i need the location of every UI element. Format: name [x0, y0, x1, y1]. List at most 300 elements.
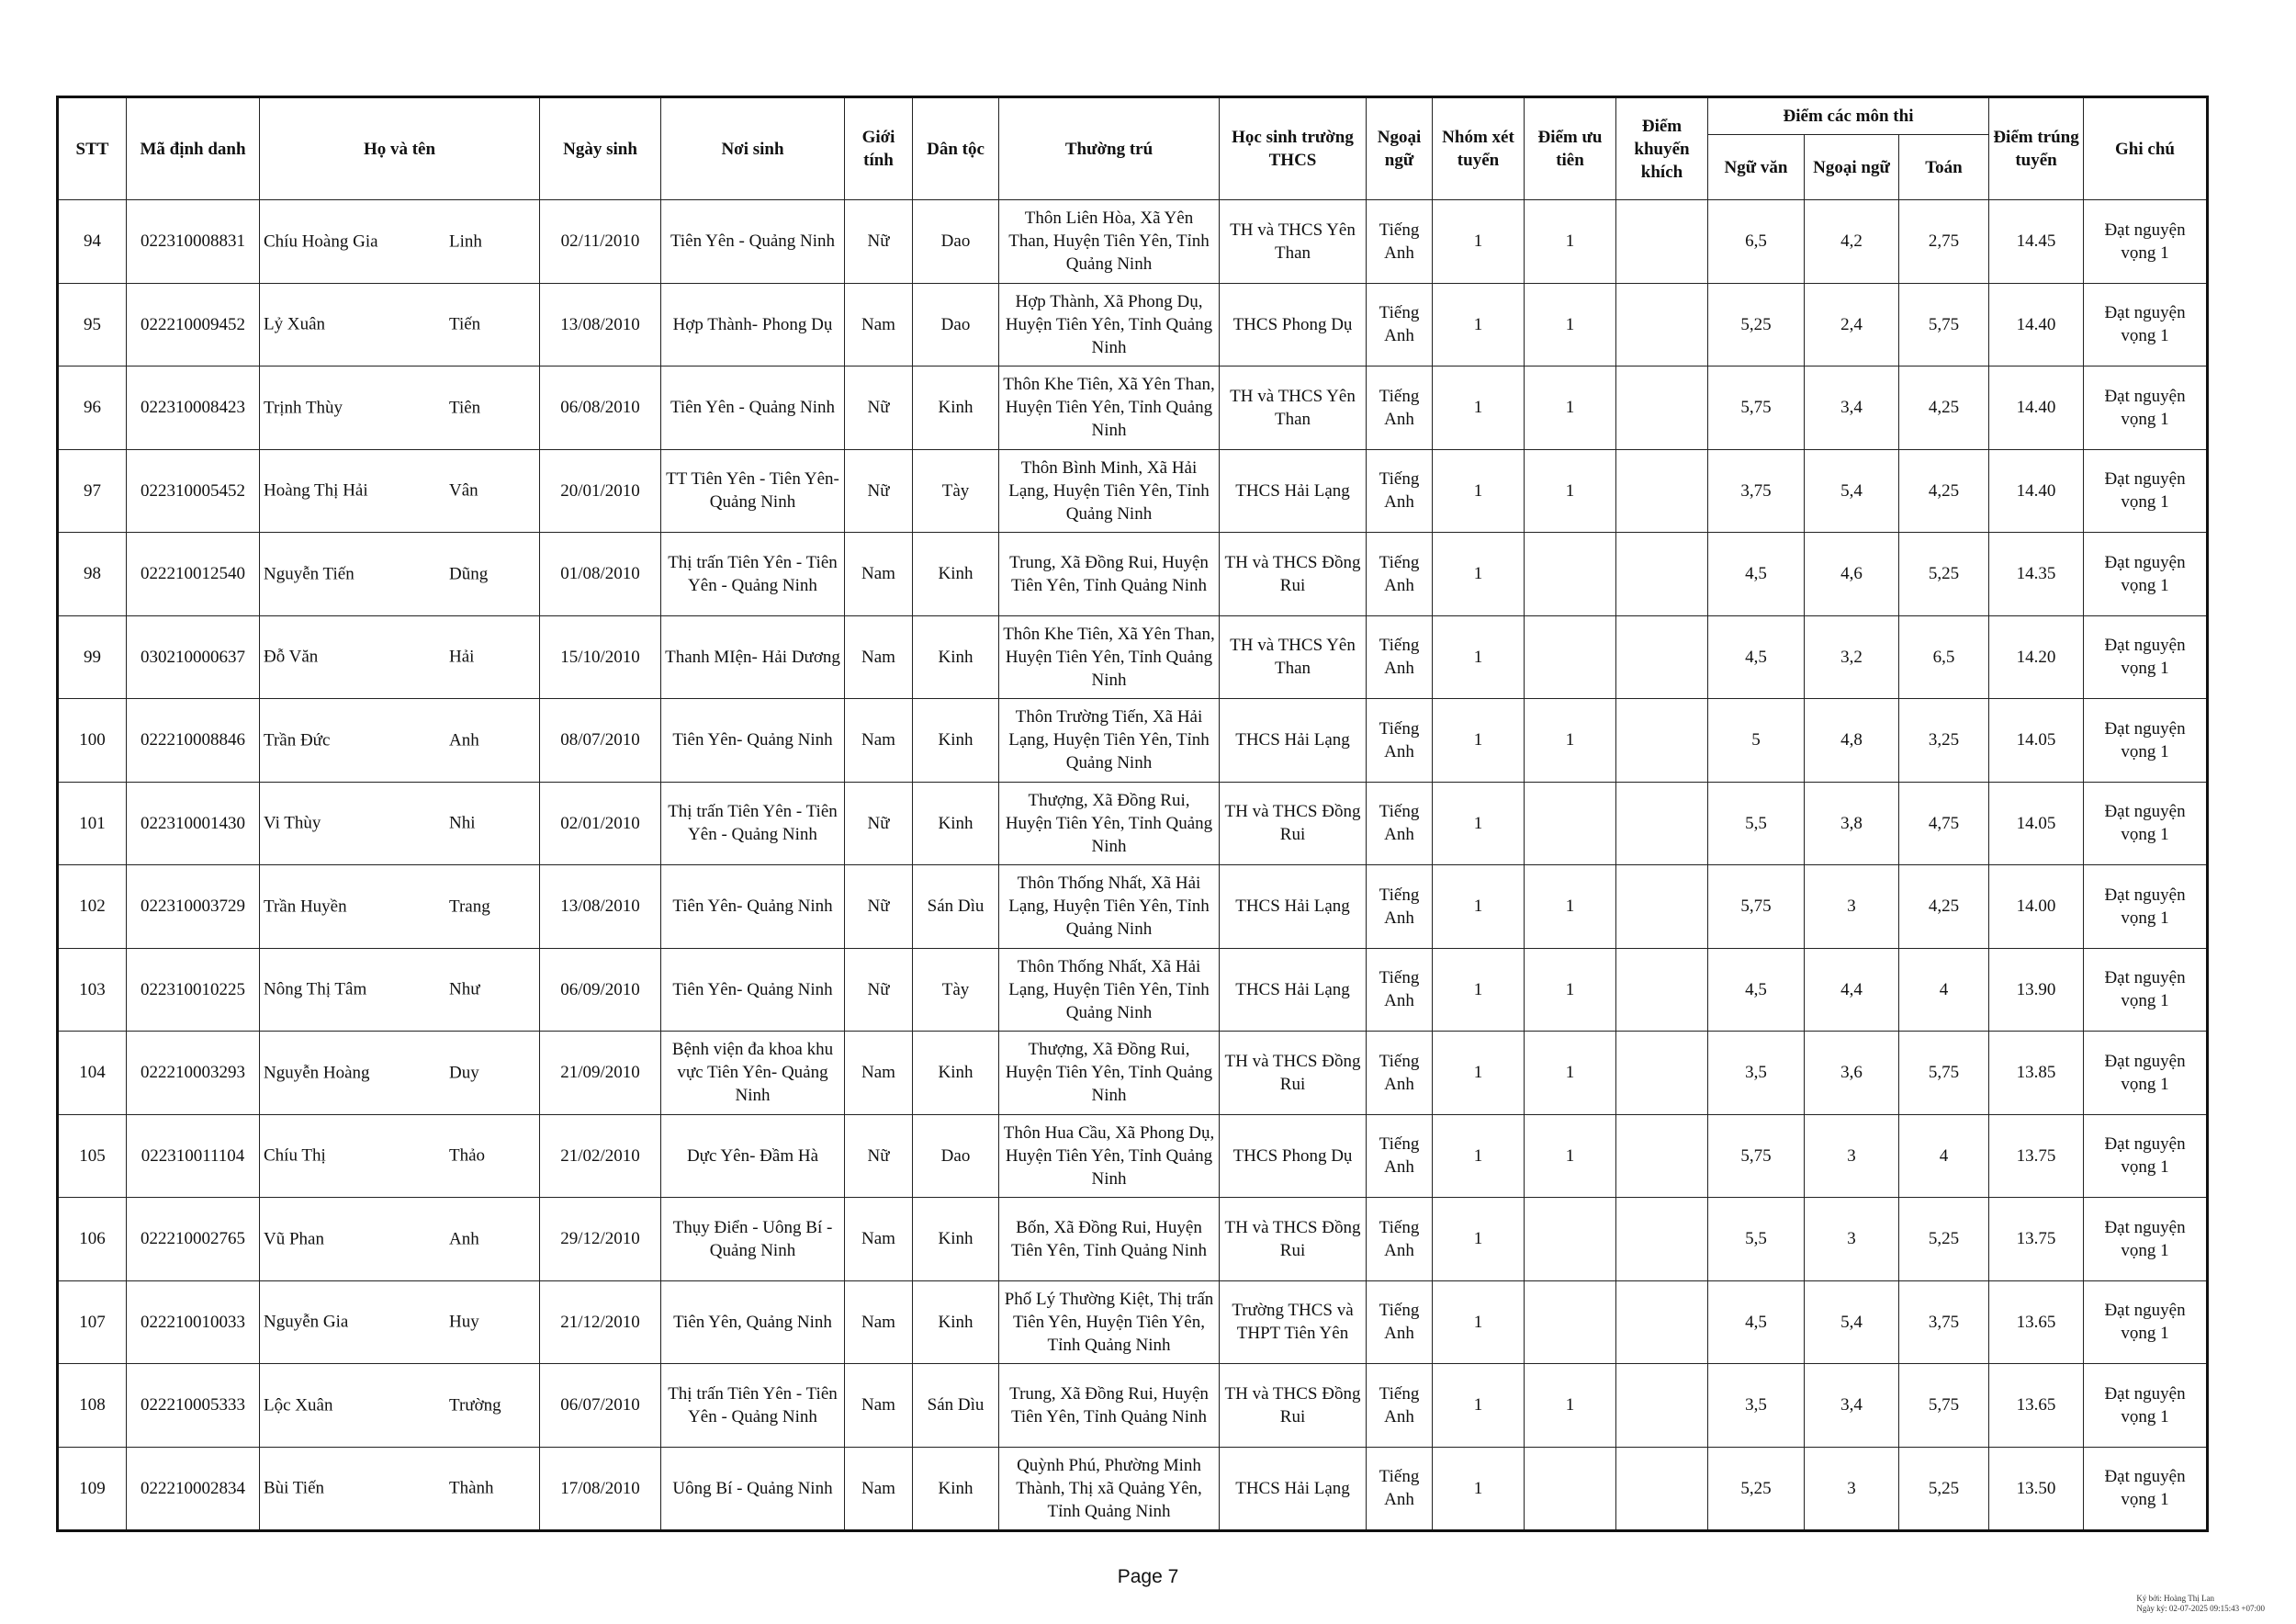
- table-body: [58, 200, 2208, 1531]
- cell-school: THCS Hải Lạng: [1220, 1447, 1367, 1531]
- cell-stt: 96: [58, 367, 127, 450]
- cell-notes: Đạt nguyện vọng 1: [2084, 449, 2208, 533]
- cell-literature-score: 6,5: [1708, 200, 1805, 284]
- cell-admission-group: 1: [1433, 1032, 1525, 1115]
- given-name: Tiên: [449, 398, 481, 418]
- cell-admission-score: 13.85: [1989, 1032, 2084, 1115]
- cell-foreign-language: Tiếng Anh: [1367, 1280, 1433, 1364]
- cell-birthplace: Tiên Yên, Quảng Ninh: [661, 1280, 845, 1364]
- cell-literature-score: 3,75: [1708, 449, 1805, 533]
- cell-school: TH và THCS Yên Than: [1220, 200, 1367, 284]
- cell-priority-points: 1: [1525, 699, 1616, 783]
- cell-stt: 109: [58, 1447, 127, 1531]
- header-admission-score: Điểm trúng tuyển: [1989, 97, 2084, 200]
- cell-math-score: 5,75: [1899, 283, 1989, 367]
- table-row: [58, 1280, 2208, 1364]
- cell-admission-score: 14.05: [1989, 782, 2084, 865]
- cell-foreign-language-score: 3: [1805, 865, 1899, 949]
- cell-gender: Nữ: [845, 200, 913, 284]
- cell-dob: 08/07/2010: [540, 699, 661, 783]
- cell-literature-score: 3,5: [1708, 1032, 1805, 1115]
- cell-ethnicity: Kinh: [913, 1198, 999, 1281]
- cell-priority-points: 1: [1525, 865, 1616, 949]
- cell-priority-points: 1: [1525, 948, 1616, 1032]
- cell-ethnicity: Dao: [913, 200, 999, 284]
- cell-name: [260, 1032, 540, 1115]
- table-header: [58, 97, 2208, 200]
- cell-name: [260, 1364, 540, 1448]
- cell-bonus-points: [1616, 699, 1708, 783]
- cell-gender: Nam: [845, 283, 913, 367]
- cell-residence: Thôn Bình Minh, Xã Hải Lạng, Huyện Tiên Yên, Tỉnh Quảng Ninh: [999, 449, 1220, 533]
- cell-gender: Nam: [845, 615, 913, 699]
- cell-math-score: 4,25: [1899, 367, 1989, 450]
- cell-residence: Thôn Hua Cầu, Xã Phong Dụ, Huyện Tiên Yên, Tỉnh Quảng Ninh: [999, 1114, 1220, 1198]
- cell-foreign-language-score: 4,8: [1805, 699, 1899, 783]
- cell-birthplace: Thụy Điển - Uông Bí - Quảng Ninh: [661, 1198, 845, 1281]
- cell-math-score: 5,75: [1899, 1032, 1989, 1115]
- cell-literature-score: 5,75: [1708, 1114, 1805, 1198]
- cell-math-score: 6,5: [1899, 615, 1989, 699]
- cell-gender: Nữ: [845, 367, 913, 450]
- cell-bonus-points: [1616, 449, 1708, 533]
- cell-residence: Trung, Xã Đồng Rui, Huyện Tiên Yên, Tỉnh Quảng Ninh: [999, 1364, 1220, 1448]
- cell-dob: 06/07/2010: [540, 1364, 661, 1448]
- cell-admission-group: 1: [1433, 1447, 1525, 1531]
- cell-admission-group: 1: [1433, 367, 1525, 450]
- family-name: Chíu Thị: [264, 1145, 326, 1166]
- cell-gender: Nữ: [845, 1114, 913, 1198]
- cell-dob: 06/08/2010: [540, 367, 661, 450]
- cell-admission-score: 14.40: [1989, 283, 2084, 367]
- cell-admission-score: 13.50: [1989, 1447, 2084, 1531]
- cell-stt: 102: [58, 865, 127, 949]
- cell-residence: Trung, Xã Đồng Rui, Huyện Tiên Yên, Tỉnh Quảng Ninh: [999, 533, 1220, 616]
- header-admission-group: Nhóm xét tuyển: [1433, 97, 1525, 200]
- cell-bonus-points: [1616, 533, 1708, 616]
- cell-admission-score: 14.00: [1989, 865, 2084, 949]
- cell-gender: Nam: [845, 1198, 913, 1281]
- cell-bonus-points: [1616, 367, 1708, 450]
- given-name: Hải: [449, 647, 475, 667]
- cell-foreign-language: Tiếng Anh: [1367, 367, 1433, 450]
- header-exam-scores: Điểm các môn thi: [1708, 97, 1989, 135]
- header-stt: STT: [58, 97, 127, 200]
- cell-bonus-points: [1616, 1447, 1708, 1531]
- cell-birthplace: Dực Yên- Đầm Hà: [661, 1114, 845, 1198]
- cell-stt: 101: [58, 782, 127, 865]
- cell-math-score: 4,75: [1899, 782, 1989, 865]
- cell-foreign-language-score: 4,2: [1805, 200, 1899, 284]
- header-name: Họ và tên: [260, 97, 540, 200]
- cell-name: [260, 449, 540, 533]
- header-priority-points: Điểm ưu tiên: [1525, 97, 1616, 200]
- cell-admission-group: 1: [1433, 615, 1525, 699]
- table-row: [58, 782, 2208, 865]
- cell-notes: Đạt nguyện vọng 1: [2084, 367, 2208, 450]
- cell-ethnicity: Tày: [913, 948, 999, 1032]
- cell-residence: Thượng, Xã Đồng Rui, Huyện Tiên Yên, Tỉnh Quảng Ninh: [999, 782, 1220, 865]
- cell-bonus-points: [1616, 283, 1708, 367]
- cell-birthplace: Tiên Yên - Quảng Ninh: [661, 367, 845, 450]
- cell-admission-score: 14.20: [1989, 615, 2084, 699]
- cell-bonus-points: [1616, 1032, 1708, 1115]
- cell-id: 022210010033: [127, 1280, 260, 1364]
- cell-foreign-language: Tiếng Anh: [1367, 200, 1433, 284]
- cell-id: 022310010225: [127, 948, 260, 1032]
- cell-admission-group: 1: [1433, 1364, 1525, 1448]
- header-literature: Ngữ văn: [1708, 135, 1805, 200]
- family-name: Nông Thị Tâm: [264, 979, 367, 999]
- table-row: [58, 1364, 2208, 1448]
- cell-name: [260, 699, 540, 783]
- cell-ethnicity: Kinh: [913, 1032, 999, 1115]
- header-residence: Thường trú: [999, 97, 1220, 200]
- table-row: [58, 1032, 2208, 1115]
- cell-school: TH và THCS Đồng Rui: [1220, 1032, 1367, 1115]
- cell-math-score: 5,25: [1899, 1447, 1989, 1531]
- cell-id: 030210000637: [127, 615, 260, 699]
- cell-foreign-language-score: 3: [1805, 1447, 1899, 1531]
- header-math: Toán: [1899, 135, 1989, 200]
- cell-name: [260, 782, 540, 865]
- cell-priority-points: [1525, 1280, 1616, 1364]
- cell-foreign-language: Tiếng Anh: [1367, 533, 1433, 616]
- cell-notes: Đạt nguyện vọng 1: [2084, 1198, 2208, 1281]
- cell-admission-group: 1: [1433, 699, 1525, 783]
- header-id: Mã định danh: [127, 97, 260, 200]
- table-row: [58, 200, 2208, 284]
- table-row: [58, 1198, 2208, 1281]
- cell-foreign-language: Tiếng Anh: [1367, 615, 1433, 699]
- cell-priority-points: 1: [1525, 1364, 1616, 1448]
- cell-id: 022310011104: [127, 1114, 260, 1198]
- cell-id: 022210008846: [127, 699, 260, 783]
- cell-ethnicity: Sán Dìu: [913, 865, 999, 949]
- cell-birthplace: Bệnh viện đa khoa khu vực Tiên Yên- Quảng Ninh: [661, 1032, 845, 1115]
- cell-admission-score: 13.65: [1989, 1280, 2084, 1364]
- cell-priority-points: 1: [1525, 283, 1616, 367]
- cell-notes: Đạt nguyện vọng 1: [2084, 1447, 2208, 1531]
- family-name: Vũ Phan: [264, 1229, 324, 1249]
- cell-id: 022210005333: [127, 1364, 260, 1448]
- cell-math-score: 2,75: [1899, 200, 1989, 284]
- cell-literature-score: 5,25: [1708, 1447, 1805, 1531]
- cell-dob: 02/11/2010: [540, 200, 661, 284]
- family-name: Hoàng Thị Hải: [264, 480, 368, 501]
- cell-birthplace: Tiên Yên- Quảng Ninh: [661, 948, 845, 1032]
- cell-dob: 06/09/2010: [540, 948, 661, 1032]
- cell-stt: 100: [58, 699, 127, 783]
- cell-foreign-language-score: 3,2: [1805, 615, 1899, 699]
- header-gender: Giới tính: [845, 97, 913, 200]
- header-bonus-points: Điểm khuyến khích: [1616, 97, 1708, 200]
- given-name: Nhi: [449, 813, 476, 833]
- cell-literature-score: 4,5: [1708, 615, 1805, 699]
- cell-birthplace: Thanh MIện- Hải Dương: [661, 615, 845, 699]
- family-name: Trịnh Thùy: [264, 398, 343, 418]
- cell-literature-score: 5,75: [1708, 865, 1805, 949]
- cell-foreign-language-score: 3,8: [1805, 782, 1899, 865]
- cell-birthplace: Tiên Yên- Quảng Ninh: [661, 865, 845, 949]
- family-name: Bùi Tiến: [264, 1478, 325, 1498]
- cell-math-score: 4: [1899, 1114, 1989, 1198]
- given-name: Trang: [449, 897, 490, 917]
- cell-gender: Nam: [845, 1447, 913, 1531]
- digital-signature: [2136, 1594, 2265, 1614]
- cell-gender: Nữ: [845, 782, 913, 865]
- cell-priority-points: 1: [1525, 449, 1616, 533]
- cell-priority-points: 1: [1525, 200, 1616, 284]
- cell-ethnicity: Kinh: [913, 615, 999, 699]
- cell-notes: Đạt nguyện vọng 1: [2084, 1364, 2208, 1448]
- cell-gender: Nam: [845, 533, 913, 616]
- cell-dob: 29/12/2010: [540, 1198, 661, 1281]
- cell-name: [260, 200, 540, 284]
- family-name: Chíu Hoàng Gia: [264, 231, 378, 252]
- family-name: Nguyễn Hoàng: [264, 1063, 370, 1083]
- cell-admission-group: 1: [1433, 283, 1525, 367]
- cell-name: [260, 948, 540, 1032]
- cell-name: [260, 865, 540, 949]
- table-row: [58, 449, 2208, 533]
- family-name: Đỗ Văn: [264, 647, 319, 667]
- cell-literature-score: 5,5: [1708, 782, 1805, 865]
- cell-admission-group: 1: [1433, 200, 1525, 284]
- cell-notes: Đạt nguyện vọng 1: [2084, 865, 2208, 949]
- cell-admission-score: 13.65: [1989, 1364, 2084, 1448]
- cell-id: 022210002765: [127, 1198, 260, 1281]
- cell-literature-score: 4,5: [1708, 1280, 1805, 1364]
- cell-school: TH và THCS Đồng Rui: [1220, 533, 1367, 616]
- cell-dob: 21/02/2010: [540, 1114, 661, 1198]
- cell-school: THCS Phong Dụ: [1220, 283, 1367, 367]
- cell-notes: Đạt nguyện vọng 1: [2084, 615, 2208, 699]
- cell-admission-group: 1: [1433, 948, 1525, 1032]
- cell-notes: Đạt nguyện vọng 1: [2084, 1280, 2208, 1364]
- header-birthplace: Nơi sinh: [661, 97, 845, 200]
- table-row: [58, 533, 2208, 616]
- cell-admission-group: 1: [1433, 533, 1525, 616]
- cell-foreign-language: Tiếng Anh: [1367, 865, 1433, 949]
- cell-birthplace: Thị trấn Tiên Yên - Tiên Yên - Quảng Ninh: [661, 533, 845, 616]
- cell-foreign-language: Tiếng Anh: [1367, 1447, 1433, 1531]
- cell-id: 022310003729: [127, 865, 260, 949]
- given-name: Anh: [449, 1229, 479, 1249]
- cell-priority-points: [1525, 615, 1616, 699]
- cell-foreign-language: Tiếng Anh: [1367, 449, 1433, 533]
- cell-priority-points: 1: [1525, 367, 1616, 450]
- cell-stt: 104: [58, 1032, 127, 1115]
- cell-birthplace: Thị trấn Tiên Yên - Tiên Yên - Quảng Ninh: [661, 782, 845, 865]
- cell-literature-score: 4,5: [1708, 948, 1805, 1032]
- cell-ethnicity: Kinh: [913, 699, 999, 783]
- cell-residence: Thôn Khe Tiên, Xã Yên Than, Huyện Tiên Yên, Tỉnh Quảng Ninh: [999, 615, 1220, 699]
- cell-ethnicity: Tày: [913, 449, 999, 533]
- cell-admission-score: 14.35: [1989, 533, 2084, 616]
- cell-foreign-language-score: 5,4: [1805, 1280, 1899, 1364]
- cell-ethnicity: Kinh: [913, 367, 999, 450]
- cell-admission-score: 14.45: [1989, 200, 2084, 284]
- signature-date: Ngày ký: 02-07-2025 09:15:43 +07:00: [2136, 1604, 2265, 1613]
- table-row: [58, 865, 2208, 949]
- page-number: Page 7: [1117, 1566, 1179, 1587]
- cell-notes: Đạt nguyện vọng 1: [2084, 283, 2208, 367]
- cell-stt: 105: [58, 1114, 127, 1198]
- cell-bonus-points: [1616, 1198, 1708, 1281]
- cell-school: TH và THCS Đồng Rui: [1220, 782, 1367, 865]
- cell-ethnicity: Kinh: [913, 1447, 999, 1531]
- cell-ethnicity: Dao: [913, 1114, 999, 1198]
- header-foreign-language-score: Ngoại ngữ: [1805, 135, 1899, 200]
- cell-stt: 103: [58, 948, 127, 1032]
- cell-id: 022210012540: [127, 533, 260, 616]
- cell-dob: 21/12/2010: [540, 1280, 661, 1364]
- cell-math-score: 5,75: [1899, 1364, 1989, 1448]
- cell-admission-group: 1: [1433, 865, 1525, 949]
- cell-id: 022210009452: [127, 283, 260, 367]
- cell-ethnicity: Kinh: [913, 533, 999, 616]
- given-name: Anh: [449, 730, 479, 750]
- cell-priority-points: [1525, 1447, 1616, 1531]
- cell-gender: Nam: [845, 1364, 913, 1448]
- cell-stt: 94: [58, 200, 127, 284]
- cell-gender: Nữ: [845, 449, 913, 533]
- cell-ethnicity: Sán Dìu: [913, 1364, 999, 1448]
- cell-math-score: 4,25: [1899, 449, 1989, 533]
- cell-notes: Đạt nguyện vọng 1: [2084, 948, 2208, 1032]
- cell-residence: Thôn Khe Tiên, Xã Yên Than, Huyện Tiên Yên, Tỉnh Quảng Ninh: [999, 367, 1220, 450]
- cell-foreign-language-score: 4,6: [1805, 533, 1899, 616]
- cell-school: TH và THCS Đồng Rui: [1220, 1198, 1367, 1281]
- cell-notes: Đạt nguyện vọng 1: [2084, 782, 2208, 865]
- cell-admission-group: 1: [1433, 1198, 1525, 1281]
- cell-priority-points: [1525, 782, 1616, 865]
- cell-admission-score: 14.05: [1989, 699, 2084, 783]
- cell-admission-score: 13.90: [1989, 948, 2084, 1032]
- cell-admission-group: 1: [1433, 1280, 1525, 1364]
- cell-birthplace: TT Tiên Yên - Tiên Yên- Quảng Ninh: [661, 449, 845, 533]
- cell-id: 022210002834: [127, 1447, 260, 1531]
- cell-stt: 99: [58, 615, 127, 699]
- given-name: Như: [449, 979, 480, 999]
- family-name: Trần Đức: [264, 730, 331, 750]
- table-row: [58, 283, 2208, 367]
- cell-math-score: 5,25: [1899, 1198, 1989, 1281]
- cell-dob: 15/10/2010: [540, 615, 661, 699]
- given-name: Linh: [449, 231, 482, 252]
- cell-school: THCS Hải Lạng: [1220, 865, 1367, 949]
- cell-school: THCS Hải Lạng: [1220, 948, 1367, 1032]
- cell-school: THCS Hải Lạng: [1220, 699, 1367, 783]
- cell-bonus-points: [1616, 865, 1708, 949]
- cell-bonus-points: [1616, 615, 1708, 699]
- cell-name: [260, 283, 540, 367]
- cell-math-score: 5,25: [1899, 533, 1989, 616]
- cell-name: [260, 1280, 540, 1364]
- cell-literature-score: 4,5: [1708, 533, 1805, 616]
- cell-math-score: 3,75: [1899, 1280, 1989, 1364]
- cell-stt: 95: [58, 283, 127, 367]
- header-foreign-language: Ngoại ngữ: [1367, 97, 1433, 200]
- cell-priority-points: [1525, 1198, 1616, 1281]
- cell-literature-score: 3,5: [1708, 1364, 1805, 1448]
- cell-foreign-language: Tiếng Anh: [1367, 1364, 1433, 1448]
- cell-id: 022310008423: [127, 367, 260, 450]
- cell-notes: Đạt nguyện vọng 1: [2084, 533, 2208, 616]
- cell-name: [260, 1447, 540, 1531]
- header-notes: Ghi chú: [2084, 97, 2208, 200]
- cell-bonus-points: [1616, 1364, 1708, 1448]
- cell-stt: 98: [58, 533, 127, 616]
- cell-admission-score: 13.75: [1989, 1198, 2084, 1281]
- cell-bonus-points: [1616, 1280, 1708, 1364]
- given-name: Dũng: [449, 564, 489, 584]
- family-name: Nguyễn Gia: [264, 1312, 349, 1332]
- cell-stt: 106: [58, 1198, 127, 1281]
- cell-gender: Nữ: [845, 865, 913, 949]
- admission-results-table: [56, 96, 2209, 1532]
- cell-priority-points: 1: [1525, 1032, 1616, 1115]
- cell-gender: Nam: [845, 1032, 913, 1115]
- given-name: Thảo: [449, 1145, 486, 1166]
- signature-signer: Ký bởi: Hoàng Thị Lan: [2136, 1594, 2215, 1603]
- cell-foreign-language: Tiếng Anh: [1367, 1032, 1433, 1115]
- cell-stt: 97: [58, 449, 127, 533]
- cell-foreign-language-score: 3,4: [1805, 1364, 1899, 1448]
- cell-gender: Nam: [845, 699, 913, 783]
- cell-name: [260, 615, 540, 699]
- header-school: Học sinh trường THCS: [1220, 97, 1367, 200]
- cell-school: Trường THCS và THPT Tiên Yên: [1220, 1280, 1367, 1364]
- cell-gender: Nam: [845, 1280, 913, 1364]
- cell-foreign-language: Tiếng Anh: [1367, 948, 1433, 1032]
- cell-admission-score: 13.75: [1989, 1114, 2084, 1198]
- cell-name: [260, 1198, 540, 1281]
- given-name: Vân: [449, 480, 478, 501]
- cell-foreign-language-score: 2,4: [1805, 283, 1899, 367]
- header-ethnicity: Dân tộc: [913, 97, 999, 200]
- cell-math-score: 4,25: [1899, 865, 1989, 949]
- cell-foreign-language: Tiếng Anh: [1367, 699, 1433, 783]
- cell-admission-group: 1: [1433, 449, 1525, 533]
- cell-foreign-language: Tiếng Anh: [1367, 1198, 1433, 1281]
- cell-foreign-language-score: 3,4: [1805, 367, 1899, 450]
- cell-dob: 21/09/2010: [540, 1032, 661, 1115]
- cell-ethnicity: Kinh: [913, 1280, 999, 1364]
- cell-priority-points: [1525, 533, 1616, 616]
- cell-foreign-language: Tiếng Anh: [1367, 782, 1433, 865]
- cell-admission-group: 1: [1433, 782, 1525, 865]
- cell-school: TH và THCS Đồng Rui: [1220, 1364, 1367, 1448]
- cell-dob: 02/01/2010: [540, 782, 661, 865]
- cell-bonus-points: [1616, 200, 1708, 284]
- cell-id: 022310005452: [127, 449, 260, 533]
- cell-school: TH và THCS Yên Than: [1220, 367, 1367, 450]
- cell-admission-score: 14.40: [1989, 449, 2084, 533]
- cell-stt: 107: [58, 1280, 127, 1364]
- cell-dob: 01/08/2010: [540, 533, 661, 616]
- table-row: [58, 699, 2208, 783]
- cell-name: [260, 533, 540, 616]
- cell-dob: 13/08/2010: [540, 865, 661, 949]
- cell-birthplace: Tiên Yên- Quảng Ninh: [661, 699, 845, 783]
- cell-foreign-language-score: 3,6: [1805, 1032, 1899, 1115]
- cell-priority-points: 1: [1525, 1114, 1616, 1198]
- cell-foreign-language-score: 5,4: [1805, 449, 1899, 533]
- cell-birthplace: Thị trấn Tiên Yên - Tiên Yên - Quảng Ninh: [661, 1364, 845, 1448]
- cell-bonus-points: [1616, 1114, 1708, 1198]
